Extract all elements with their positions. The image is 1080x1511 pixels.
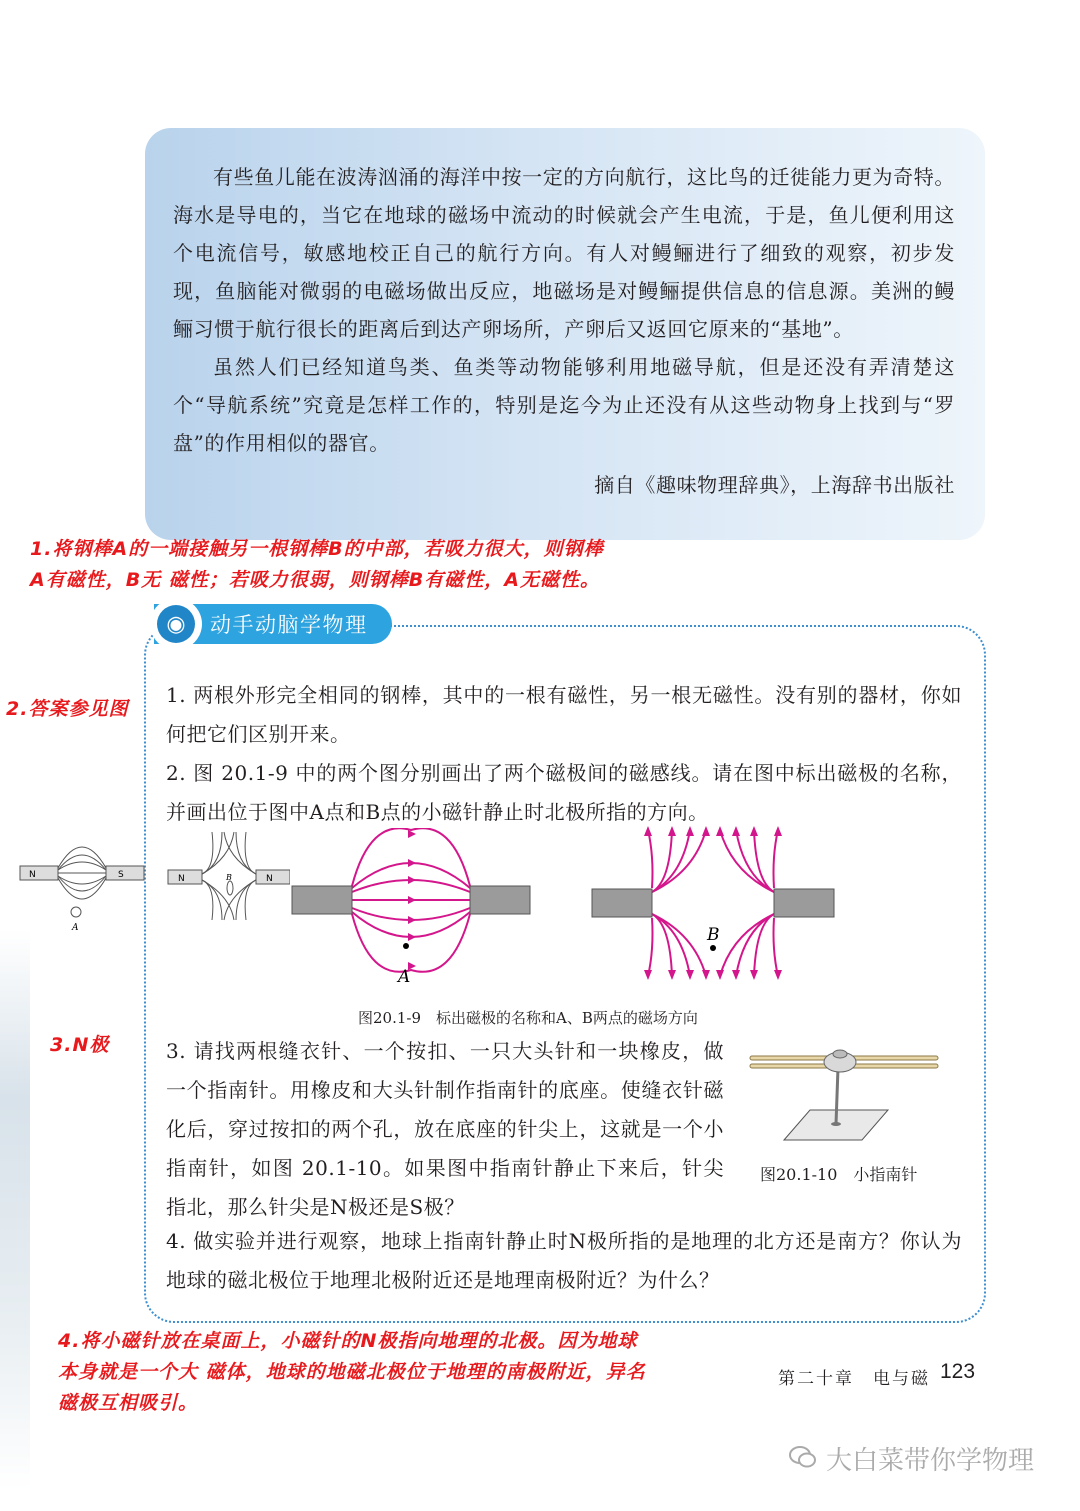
answer-sketch-2 [160, 828, 290, 924]
question-4: 4. 做实验并进行观察，地球上指南针静止时N极所指的是地理的北方还是南方？你认为地球的磁北极位于地理北极附近还是地理南极附近？为什么？ [166, 1229, 962, 1292]
answer-note-1 [30, 534, 604, 596]
watermark-text: 大白菜带你学物理 [826, 1446, 1035, 1476]
question-2: 2. 图 20.1-9 中的两个图分别画出了两个磁极间的磁感线。请在图中标出磁极的名称，并画出位于图中A点和B点的小磁针静止时北极所指的方向。 [166, 761, 962, 824]
answer-sketch-2-b-label: B [226, 873, 232, 882]
reading-paragraph-2: 虽然人们已经知道鸟类、鱼类等动物能够利用地磁导航，但是还没有弄清楚这个“导航系统”究竟是怎样工作的，特别是迄今为止还没有从这些动物身上找到与“罗盘”的作用相似的器官。 [173, 355, 955, 455]
page-number: 123 [940, 1360, 976, 1383]
answer-note-1-line-2: A有磁性，B无 磁性；若吸力很弱，则钢棒B有磁性，A无磁性。 [30, 569, 600, 591]
banner-logo-icon: ◉ [150, 598, 202, 650]
answer-note-3: 3.N极 [50, 1034, 110, 1056]
answer-note-4-line-2: 本身就是一个大 磁体，地球的地磁北极位于地理的南极附近，异名 [58, 1361, 646, 1383]
question-3: 3. 请找两根缝衣针、一个按扣、一只大头针和一块橡皮，做一个指南针。用橡皮和大头针制作指南针的底座。使缝衣针磁化后，穿过按扣的两个孔，放在底座的针尖上，这就是一个小指南针，如图 20.1-10。如果图中指南针静止下来后，针尖指北，那么针尖是N极还是S极？ [166, 1039, 724, 1219]
reading-passage-box [145, 128, 985, 540]
answer-sketch-1-a-label: A [72, 923, 79, 933]
question-1: 1. 两根外形完全相同的钢棒，其中的一根有磁性，另一根无磁性。没有别的器材，你如何把它们区别开来。 [166, 683, 962, 746]
wechat-icon [788, 1442, 818, 1472]
answer-note-4-line-1: 4.将小磁针放在桌面上，小磁针的N极指向地理的北极。因为地球 [58, 1330, 638, 1352]
answer-note-4 [58, 1326, 646, 1419]
side-decoration [0, 930, 30, 1490]
answer-note-1-line-1: 1.将钢棒A的一端接触另一根钢棒B的中部，若吸力很大，则钢棒 [30, 538, 604, 560]
answer-sketch-1-s-label: S [118, 870, 124, 880]
answer-sketch-1-n-label: N [29, 870, 36, 880]
activity-banner [154, 604, 392, 644]
answer-sketch-2-n-label-left: N [178, 874, 185, 884]
figure-20-1-10-compass [744, 1038, 944, 1152]
figure-20-1-10-caption: 图20.1-10 小指南针 [760, 1165, 918, 1184]
figure-20-1-9-caption: 图20.1-9 标出磁极的名称和A、B两点的磁场方向 [358, 1009, 698, 1027]
answer-sketch-2-n-label-right: N [266, 874, 273, 884]
point-b-label: B [707, 925, 720, 945]
figure-20-1-9-right [590, 826, 835, 982]
figure-20-1-9-left [290, 828, 540, 988]
reading-paragraph-1: 有些鱼儿能在波涛汹涌的海洋中按一定的方向航行，这比鸟的迁徙能力更为奇特。海水是导电的，当它在地球的磁场中流动的时候就会产生电流，于是，鱼儿便利用这个电流信号，敏感地校正自己的航行方向。有人对鳗鲡进行了细致的观察，初步发现，鱼脑能对微弱的电磁场做出反应，地磁场是对鳗鲡提供信息的信息源。美洲的鳗鲡习惯于航行很长的距离后到达产卵场所，产卵后又返回它原来的“基地”。 [173, 165, 955, 341]
banner-title: 动手动脑学物理 [210, 613, 368, 637]
answer-note-4-line-3: 磁极互相吸引。 [58, 1392, 199, 1414]
point-a-label: A [398, 967, 411, 987]
answer-note-2: 2.答案参见图 [6, 698, 129, 720]
answer-sketch-1 [18, 822, 146, 934]
reading-source: 摘自《趣味物理辞典》，上海辞书出版社 [594, 473, 955, 497]
footer-chapter: 第二十章 电与磁 [778, 1369, 930, 1389]
